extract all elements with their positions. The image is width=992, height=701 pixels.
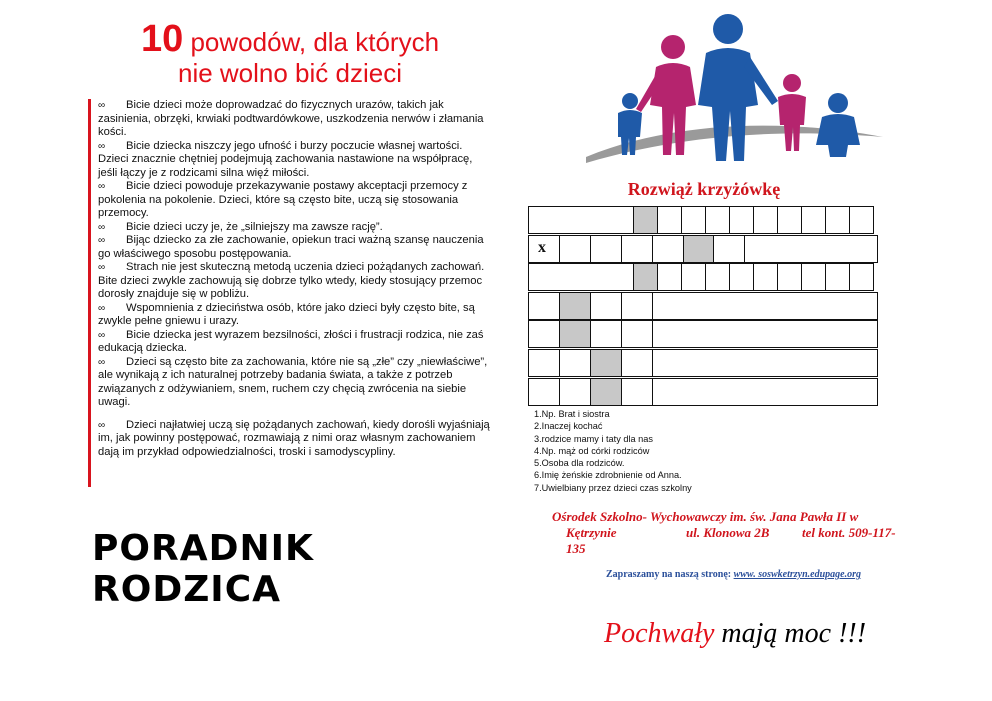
crossword-cell[interactable] (590, 349, 622, 377)
crossword-cell[interactable] (528, 263, 634, 291)
page-title (100, 20, 480, 87)
reason-item (98, 234, 490, 261)
brochure-name: PORADNIK RODZICA (92, 528, 314, 610)
slogan-word2: mają moc !!! (714, 618, 867, 649)
reason-text: Bicie dzieci powoduje przekazywanie postawy akceptacji przemocy z pokolenia na pokolenie. Dzieci, które są często bite, uczą się stosowania przemocy. (98, 180, 468, 219)
crossword-cell[interactable] (559, 292, 591, 320)
crossword-cell[interactable] (801, 206, 826, 234)
crossword-cell[interactable] (559, 378, 591, 406)
reason-text: Bicie dziecka jest wyrazem bezsilności, złości i frustracji rodzica, nie zaś edukacją dziecka. (98, 328, 484, 354)
bullet-icon: ∞ (98, 356, 106, 368)
crossword-mark: x (538, 238, 546, 256)
crossword-cell[interactable] (621, 292, 653, 320)
crossword-cell[interactable] (652, 320, 878, 348)
crossword-cell[interactable] (621, 378, 653, 406)
reason-item (98, 302, 490, 329)
bullet-icon: ∞ (98, 419, 106, 431)
reason-item (98, 419, 490, 460)
reason-item (98, 261, 490, 302)
bullet-icon: ∞ (98, 100, 106, 111)
crossword-cell[interactable] (744, 235, 878, 263)
logo-child-right (816, 93, 860, 157)
crossword-cell[interactable] (849, 206, 874, 234)
crossword-cell[interactable] (753, 206, 778, 234)
website-link[interactable]: www. soswketrzyn.edupage.org (733, 569, 862, 580)
crossword-cell[interactable] (657, 263, 682, 291)
invite-text: Zapraszamy na naszą stronę: (606, 569, 734, 580)
reason-item (98, 99, 490, 140)
bullet-icon: ∞ (98, 235, 106, 246)
reason-text: Bijąc dziecko za złe zachowanie, opiekun traci ważną szansę nauczenia go właściwego sposobu postępowania. (98, 234, 484, 260)
slogan-word1: Pochwały (604, 618, 715, 649)
crossword-cell[interactable] (633, 263, 658, 291)
reason-item (98, 329, 490, 356)
crossword-cell[interactable] (559, 320, 591, 348)
crossword-cell[interactable] (621, 349, 653, 377)
crossword-clue: 6.Imię żeńskie zdrobnienie od Anna. (534, 470, 682, 481)
crossword-clue: 3.rodzice mamy i taty dla nas (534, 433, 653, 444)
crossword-cell[interactable] (621, 320, 653, 348)
crossword-title: Rozwiąż krzyżówkę (627, 179, 781, 199)
crossword-cell[interactable] (590, 320, 622, 348)
crossword-cell[interactable] (590, 235, 622, 263)
crossword-cell[interactable] (825, 206, 850, 234)
reason-item (98, 140, 490, 181)
bullet-icon: ∞ (98, 140, 106, 152)
slogan (604, 618, 866, 650)
crossword-cell[interactable] (777, 263, 802, 291)
crossword-cell[interactable] (528, 320, 560, 348)
crossword-cell[interactable] (657, 206, 682, 234)
crossword-cell[interactable] (681, 206, 706, 234)
crossword-cell[interactable] (825, 263, 850, 291)
crossword-clue: 4.Np. mąż od córki rodziców (534, 445, 650, 456)
address-phone-end: 135 (566, 541, 586, 556)
address-phone: tel kont. 509-117- (802, 525, 896, 540)
crossword-cell[interactable] (849, 263, 874, 291)
reason-text: Dzieci najłatwiej uczą się pożądanych zachowań, kiedy dorośli wyjaśniają im, jak powinny postępować, rozmawiają z nimi oraz własnym zachowaniem dają im przykład odpowiedzialności, troski i samodyscypliny. (98, 418, 490, 458)
logo-child-middle (778, 74, 806, 151)
crossword-cell[interactable] (753, 263, 778, 291)
logo-father (698, 14, 778, 161)
crossword-cell[interactable] (621, 235, 653, 263)
address-city: Kętrzynie (566, 525, 617, 540)
bullet-icon: ∞ (98, 181, 106, 192)
bullet-icon: ∞ (98, 262, 106, 273)
crossword-cell[interactable] (652, 292, 878, 320)
address-line1: Ośrodek Szkolno- Wychowawczy im. św. Jana Pawła II w (552, 509, 859, 524)
crossword-clue: 1.Np. Brat i siostra (534, 409, 610, 419)
crossword-cell[interactable] (652, 235, 684, 263)
crossword-cell[interactable] (652, 349, 878, 377)
reason-item (98, 356, 490, 410)
crossword-cell[interactable] (590, 378, 622, 406)
school-address (552, 509, 932, 557)
reason-text: Wspomnienia z dzieciństwa osób, które jako dzieci były często bite, są zwykle pełne gniewu i urazy. (98, 301, 475, 327)
crossword-cell[interactable] (705, 206, 730, 234)
crossword-cell[interactable] (777, 206, 802, 234)
crossword-clues (534, 408, 692, 494)
crossword-cell[interactable] (713, 235, 745, 263)
reason-text: Bicie dziecka niszczy jego ufność i burzy poczucie własnej wartości. Dzieci znacznie chętniej podejmują zachowania nastawione na współpracę, jeśli łączy je z rodzicami silna więź miłości. (98, 139, 473, 179)
crossword-cell[interactable] (801, 263, 826, 291)
address-street: ul. Klonowa 2B (686, 525, 770, 540)
crossword-clue: 7.Uwielbiany przez dzieci czas szkolny (534, 482, 692, 493)
crossword-clue: 5.Osoba dla rodziców. (534, 458, 625, 469)
crossword-cell[interactable] (528, 292, 560, 320)
reason-text: Dzieci są często bite za zachowania, które nie są „złe” czy „niewłaściwe”, ale wynikają z ich naturalnej potrzeby badania świata, a także z potrzeb związanych z odżywianiem, snem, ruchem czy chęcią zwrócenia na siebie uwagi. (98, 355, 488, 408)
crossword-cell[interactable] (528, 349, 560, 377)
bullet-icon: ∞ (98, 329, 106, 341)
reason-text: Bicie dzieci może doprowadzać do fizycznych urazów, takich jak zasinienia, obrzęki, krwiaki podtwardówkowe, uszkodzenia nerwów i złamania kości. (98, 99, 484, 138)
crossword-cell[interactable] (528, 378, 560, 406)
title-number: 10 (140, 18, 184, 60)
reason-text: Strach nie jest skuteczną metodą uczenia dzieci pożądanych zachowań. Bite dzieci zwykle zachowują się dobrze tylko wtedy, kiedy stosujący przemoc dorosły znajduje się w pobliżu. (98, 261, 485, 300)
crossword-clue: 2.Inaczej kochać (534, 421, 603, 432)
website-invite (606, 569, 861, 580)
reason-text: Bicie dzieci uczy je, że „silniejszy ma zawsze rację”. (126, 220, 383, 233)
crossword-cell[interactable] (652, 378, 878, 406)
crossword-cell[interactable] (559, 235, 591, 263)
crossword-cell[interactable] (705, 263, 730, 291)
reason-item (98, 221, 490, 235)
crossword-cell[interactable] (729, 206, 754, 234)
bullet-icon: ∞ (98, 221, 106, 233)
crossword-cell[interactable] (633, 206, 658, 234)
bullet-icon: ∞ (98, 302, 106, 314)
crossword-cell[interactable] (681, 263, 706, 291)
crossword-cell[interactable] (590, 292, 622, 320)
title-line2: nie wolno bić dzieci (177, 57, 402, 88)
crossword-cell[interactable] (683, 235, 714, 263)
title-line1: powodów, dla których (183, 27, 440, 57)
family-logo-icon (578, 5, 888, 175)
crossword-cell[interactable] (528, 206, 634, 234)
reasons-list (88, 99, 490, 487)
crossword-cell[interactable] (729, 263, 754, 291)
reason-item (98, 180, 490, 221)
crossword-cell[interactable] (559, 349, 591, 377)
